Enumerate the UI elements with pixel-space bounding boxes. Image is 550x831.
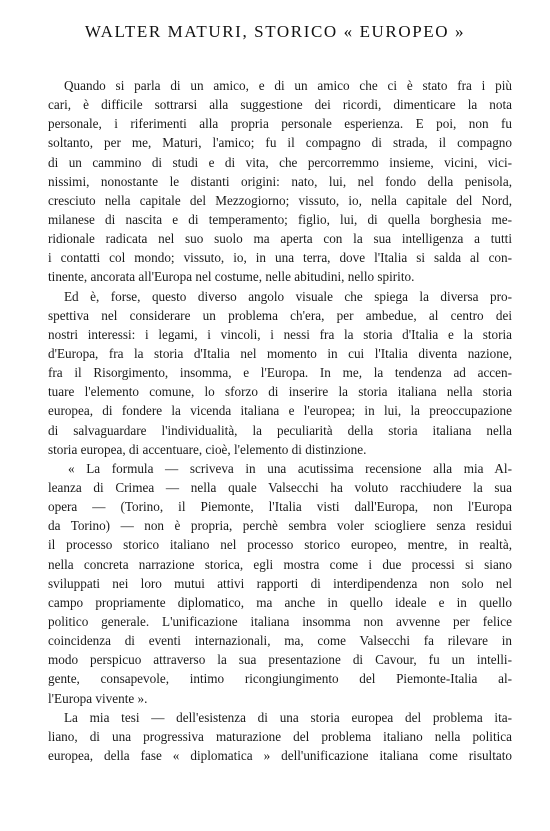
text-line: europea, della fase « diplomatica » dell'unificazione italiana come risultato xyxy=(48,747,512,763)
text-line: europea, di fondere la vicenda italiana e l'europea; in lui, la preoccupazione xyxy=(48,403,512,419)
text-line: nostri interessi: i legami, i vincoli, i nessi fra la storia d'Italia e la storia xyxy=(48,326,512,342)
text-line: tinente, ancorata all'Europa nel costume, nelle abitudini, nello spirito. xyxy=(48,269,415,285)
text-line: modo perspicuo attraverso la sua presentazione di Cavour, fu un intelli- xyxy=(48,652,512,668)
text-line: da Torino) — non è propria, perchè sembra voler sciogliere senza residui xyxy=(48,518,512,534)
text-line: sviluppati nei loro mutui attivi rapporti di interdipendenza non solo nel xyxy=(48,575,512,591)
text-line: spettiva nel considerare un problema ch'era, per ambedue, al centro dei xyxy=(48,307,512,323)
text-line: leanza di Crimea — nella quale Valsecchi ha voluto racchiudere la sua xyxy=(48,479,512,495)
text-line: opera — (Torino, il Piemonte, l'Italia visti dall'Europa, non l'Europa xyxy=(48,499,512,515)
text-line: i contatti col mondo; vissuto, io, in una terra, dove l'Italia si salda al con- xyxy=(48,250,512,266)
chapter-title: WALTER MATURI, STORICO « EUROPEO » xyxy=(84,22,466,41)
text-line: « La formula — scriveva in una acutissima recensione alla mia Al- xyxy=(68,460,512,476)
paragraph xyxy=(48,76,512,287)
text-line: fra il Risorgimento, insomma, e l'Europa. In me, la tendenza ad accen- xyxy=(48,365,512,381)
text-line: storia europea, di accentuare, cioè, l'elemento di distinzione. xyxy=(48,441,367,457)
text-line: nella concreta narrazione storica, egli mostra come i due processi si siano xyxy=(48,556,512,572)
text-line: nissimi, nonostante le distanti origini: nato, lui, nel fondo della penisola, xyxy=(48,173,512,189)
text-line: soltanto, per me, Maturi, l'amico; fu il compagno di strada, il compagno xyxy=(48,135,512,151)
text-line: personale, i riferimenti alla propria personale esperienza. E poi, non fu xyxy=(48,116,512,132)
text-line: di un cammino di studi e di vita, che percorremmo insieme, vicini, vici- xyxy=(48,154,512,170)
text-line: coincidenza di eventi internazionali, ma, come Valsecchi fa rilevare in xyxy=(48,633,512,649)
text-line: Ed è, forse, questo diverso angolo visuale che spiega la diversa pro- xyxy=(64,288,512,304)
text-line: cresciuto nella capitale del Mezzogiorno; vissuto, io, nella capitale del Nord, xyxy=(48,192,512,208)
text-line: d'Europa, fra la storia d'Italia nel momento in cui l'Italia diventa nazione, xyxy=(48,345,512,361)
text-line: tuare l'elemento comune, lo sforzo di inserire la storia italiana nella storia xyxy=(48,384,512,400)
text-line: ridionale radicata nel suo suolo ma aperta con la sua intelligenza a tutti xyxy=(48,231,512,247)
paragraph xyxy=(48,459,512,708)
text-line: cari, è difficile sottrarsi alla suggestione dei ricordi, dimenticare la nota xyxy=(48,97,512,113)
body-text xyxy=(48,76,512,765)
text-line: di salvaguardare l'individualità, la peculiarità della storia italiana nella xyxy=(48,422,512,438)
text-line: milanese di nascita e di temperamento; figlio, lui, di quella borghesia me- xyxy=(48,211,512,227)
text-line: politico generale. L'unificazione italiana insomma non avvenne per felice xyxy=(48,613,512,629)
text-line: gente, consapevole, intimo ricongiungimento del Piemonte-Italia al- xyxy=(48,671,512,687)
text-line: campo propriamente diplomatico, ma anche in quello ideale e in quello xyxy=(48,594,512,610)
text-line: il processo storico italiano nel processo storico europeo, mentre, in realtà, xyxy=(48,537,512,553)
text-line: liano, di una progressiva maturazione del problema italiano nella politica xyxy=(48,728,512,744)
text-line: La mia tesi — dell'esistenza di una storia europea del problema ita- xyxy=(64,709,512,725)
text-line: Quando si parla di un amico, e di un amico che ci è stato fra i più xyxy=(64,78,512,93)
paragraph xyxy=(48,287,512,459)
paragraph xyxy=(48,708,512,765)
text-line: l'Europa vivente ». xyxy=(48,690,148,706)
